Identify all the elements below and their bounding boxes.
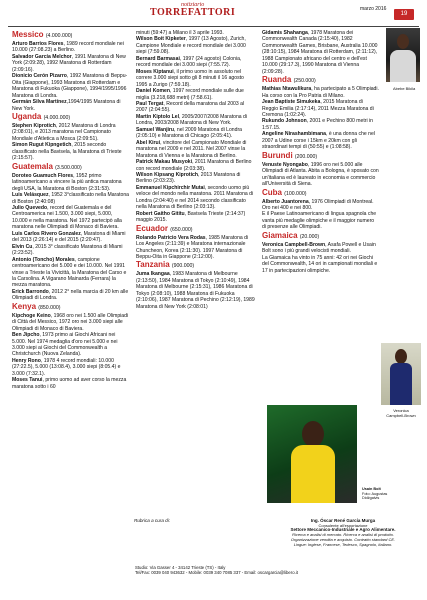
country-name: Kenya	[12, 301, 37, 311]
athlete-entry	[136, 36, 255, 55]
athlete-name: Veronica Campbell-Brown	[262, 241, 326, 248]
logo-subtitle: notiziario	[180, 2, 205, 8]
athlete-description: , 2013 Maratona di Berlino (2:03:23).	[136, 171, 241, 185]
issue-date: marzo 2016	[360, 6, 387, 12]
athlete-name: Gidamis Shahanga	[262, 30, 308, 36]
photo-abebe-bikila	[386, 28, 420, 82]
athlete-entry	[136, 88, 255, 101]
athlete-description: , secondo uomo più veloce del mondo nella maratona. 2011 Maratona di Londra (2:04:40) e nel 2014 secondo classificato nella Maratona di Berlino (2:03:13).	[136, 184, 254, 211]
page-footer	[135, 565, 298, 575]
athlete-description: , Asafa Powell e Usain Bolt sono i più grandi velocisti mondiali.	[262, 241, 376, 255]
athlete-entry	[262, 118, 379, 131]
athlete-entry	[136, 211, 255, 224]
athlete-entry	[136, 127, 255, 140]
athlete-entry	[136, 114, 255, 127]
page-header	[0, 0, 427, 22]
country-name: Tanzania	[136, 260, 170, 270]
athlete-name: Dionicio Cerón Pizarro	[12, 73, 67, 80]
athlete-name: Arturo Barrios Flores	[12, 41, 64, 47]
author-name: Ing. Óscar René García Murga	[310, 518, 376, 523]
athlete-entry	[12, 123, 129, 142]
athlete-name: Venuste Nyongabo	[262, 161, 308, 168]
athlete-name: Erick Barrondo	[12, 288, 49, 295]
athlete-name: Bernard Barmasai	[136, 55, 180, 62]
athlete-entry	[136, 271, 255, 310]
athlete-name: Alberto Juantorena	[262, 198, 309, 205]
athlete-description: , 2012 2° nella marcia di 20 km alle Olimpiadi di Londra.	[12, 288, 129, 302]
athlete-name: Kipchoge Keino	[12, 312, 51, 319]
photo-caption	[384, 408, 418, 418]
athlete-description: , 1992 Maratona di Beppu-Oita (Giappone), 1993 Maratona di Rotterdam e Maratona di Fukuoka (Giappone), 1994/1995/1996 Maratona di Londra.	[12, 73, 128, 99]
photo-figure-body	[390, 50, 416, 82]
athlete-entry	[262, 131, 379, 150]
athlete-entry	[262, 99, 379, 118]
caption-line: Usain Bolt	[362, 487, 381, 491]
country-name: Uganda	[12, 111, 42, 121]
athlete-description: , 1997 (13 Agosto), Zurich, Campione Mondiale e record mondiale dei 3.000 siepi (7:59.08).	[136, 36, 246, 56]
athlete-description: , 1997 record mondiale sulle due miglia (3.218,688 metri) (7:58.61).	[136, 88, 244, 101]
country-population: (200.000)	[294, 153, 318, 160]
athlete-name: Rukundo Johnson	[262, 118, 307, 125]
athlete-name: Elvin Cu	[12, 243, 33, 250]
athlete-entry	[12, 54, 129, 73]
country-name: Ecuador	[136, 223, 169, 233]
athlete-description: , 2015 3° classificato Maratona di Miami (2:23:52).	[12, 243, 123, 257]
photo-caption	[362, 487, 387, 501]
athlete-description: , 1976 Olimpiadi di Montreal. Oro nei 400 e nei 800.	[262, 198, 374, 211]
athlete-entry	[136, 69, 255, 88]
signature-line: Organizzazione vendita e acquisto. Contratto standard CE.	[290, 536, 396, 542]
athlete-entry	[12, 332, 129, 358]
athlete-name: Mathias Ntawulikura	[262, 86, 312, 93]
country-heading	[262, 231, 379, 242]
athlete-name: Angeline Nirashambimana	[262, 131, 326, 138]
athlete-description: , vincitore del Campionato Mondiale di maratona nel 2009 e nel 2011. Nel 2007 vinse la Maratona di Vienna e la Maratona di Berlino.	[136, 139, 247, 159]
country-name: Cuba	[262, 187, 282, 197]
athlete-description: , Maratona di Miami del 2013 (2:26:14) e del 2015 (2:20:47).	[12, 230, 126, 244]
athlete-name: Patrick Makau Musyoki	[136, 159, 193, 166]
country-name: Burundi	[262, 150, 293, 160]
athlete-entry	[262, 199, 379, 212]
athlete-description: , 1973 primo ai Giochi Africani nei 5.000. Nel 1974 medaglia d'oro nei 5.000 e nei 3.000 siepi ai Giochi del Commonwealth a Christchurch (Nuova Zelanda).	[12, 332, 118, 358]
newsletter-logo	[150, 2, 235, 18]
athlete-description: , 2015 Maratona di Reggio Emilia (2:17:14), 2011 Mezza Maratona di Cremona (1:02:24).	[262, 99, 374, 118]
paragraph-text: La Giamaica ha vinto in 75 anni: 42 ori nei Giochi del Commonwealth, 14 ori in campionati mondiali e 17 in partecipazioni olimpiche.	[262, 254, 378, 274]
athlete-entry	[136, 56, 255, 69]
country-name: Messico	[12, 30, 44, 39]
athlete-entry	[262, 242, 379, 255]
athlete-description: , primo uomo ad aver corso la mezza maratona sotto i 60	[12, 377, 127, 390]
country-population: (250.000)	[293, 78, 316, 85]
athlete-entry	[12, 358, 129, 377]
athlete-name: Juma Ikangaa	[136, 271, 170, 278]
country-population: (650.000)	[170, 226, 193, 233]
page-number: 19	[394, 9, 414, 20]
athlete-description: , 1991 Maratona di New York (2:09:28), 1992 Maratona di Rotterdam (2:09:16).	[12, 53, 126, 73]
athlete-name: Wilson Boit Kipketer	[136, 36, 186, 43]
athlete-entry	[12, 142, 129, 161]
athlete-description: , 1978 Maratona dei Commonwealth Canada (2:15:40), 1982 Commonwealth Games, Brisbane, Australia 10.000 (28:10:15), 1984 Maratona di Rotterdam, (2:11:12), 1988 Campionato africano del centro e dell'est 10.000 (29:17.3), 1990 Maratona di Vienna (2:09:28).	[262, 30, 378, 75]
athlete-name: Simon Rugut Kipngetich	[12, 142, 72, 149]
country-population: (850.000)	[38, 304, 61, 311]
athlete-entry	[136, 235, 255, 261]
country-name: Guatemala	[12, 161, 53, 171]
athlete-name: Doroteo Guamuch Flores	[12, 172, 74, 179]
photo-figure-body	[390, 363, 412, 405]
photo-veronica-campbell-brown	[381, 343, 421, 405]
author-credit: Rubrica a cura di:	[134, 518, 171, 523]
country-heading	[12, 30, 129, 41]
athlete-description: , nel 2009 Maratona di Londra (2:05:10) e Maratona di Chicago (2:05:41).	[136, 126, 242, 140]
country-population: (100.000)	[284, 190, 307, 197]
signature-line: Settore Meccanico-Industriale e Agro Alimentare.	[290, 527, 396, 533]
country-name: Giamaica	[262, 230, 298, 240]
athlete-description: , 1983 Maratona di Melbourne (2:13:50), 1984 Maratona di Tokyo (2:10:49), 1984 Maratona di Melbourne (2:15:31), 1986 Maratona di Tokyo (2:08:10), 1988 Maratona di Fukuoka (2:10:06), 1987 Maratona di Pechino (2:12:19), 1989 Maratona di New York (2:08:01)	[136, 271, 255, 310]
photo-figure-head	[397, 34, 409, 49]
footer-contacts: Tel/Fax: 0039 040 943632 - Mobile: 0039 340 7085 337 - Email: oscargarcia@libero.it	[135, 570, 298, 576]
country-population: (4.000.000)	[43, 114, 71, 121]
athlete-name: Wilson Kipsang Kiprotich	[136, 171, 198, 178]
athlete-entry	[262, 162, 379, 188]
country-heading	[12, 112, 129, 123]
athlete-entry	[136, 101, 255, 114]
country-heading	[262, 151, 379, 162]
athlete-name: Ben Jipcho	[12, 332, 40, 339]
paragraph-text: minuti (59:47) a Milano il 3 aprile 1993.	[136, 30, 224, 36]
country-name: Ruanda	[262, 75, 292, 85]
athlete-description: , il primo uomo in assoluto nel correre 3.000 siepi sotto gli 8 minuti il 16 agosto 1995 a Zurigo (7:59.18).	[136, 68, 244, 88]
athlete-entry	[12, 173, 129, 192]
athlete-description: , è una donna che nel 2007 a Udine corse i 15km e 20km con gli straordinari tempi di (50:55) e (1:08:58).	[262, 131, 375, 151]
athlete-entry	[12, 377, 129, 390]
athlete-description: , Record della maratona dal 2003 al 2007 (2:04:55).	[136, 100, 245, 114]
athlete-description: , 2005/2007/2008 Maratona di Londra, 2003/2008 Maratona di New York.	[136, 113, 247, 127]
photo-figure-head	[302, 421, 324, 447]
athlete-name: Henry Rono	[12, 357, 41, 364]
country-population: (4.000.000)	[45, 33, 73, 39]
athlete-description: , 1985 Maratona di Los Angeles (2:11:39) e Maratona internazionale Chuncheon, Korea (2:11:30). 1997 Maratona di Beppu-Oita in Giappone (2:12:00).	[136, 234, 249, 260]
athlete-entry	[12, 205, 129, 231]
country-heading	[12, 162, 129, 173]
athlete-description: , 2012 Maratona di Londra (2:08:01), e 2013 maratona nel Campionato Mondiale d'Atletica a Mosca (2:09:51).	[12, 122, 116, 142]
signature-line: Ricerca e analisi di mercato. Ricerca e analisi di prodotto.	[292, 532, 394, 538]
athlete-entry	[12, 99, 129, 112]
athlete-name: Stephen Kiprotich	[12, 122, 56, 129]
athlete-description: , 2011 Maratona di Berlino con record mondiale (2:03:38).	[136, 159, 252, 172]
header-divider	[8, 26, 419, 27]
athlete-description: , 1996 oro nei 5.000 alle Olimpiadi di Atlanta. Abita a Bologna, è sposato con un'italiana ed è laureato in economia e commercio all'Università di Siena.	[262, 161, 379, 188]
athlete-description: ,1994/1995 Maratona di New York.	[12, 99, 121, 112]
athlete-name: Samuel Wanjiru	[136, 126, 175, 133]
athlete-description: , ha partecipato a 5 Olimpiadi. Ha corso con la Pro Patria di Milano.	[262, 86, 379, 99]
athlete-description: , 1968 oro nei 1.500 alle Olimpiadi di Città del Messico, 1972 oro nei 3.000 siepi alle Olimpiadi di Monaco di Baviera.	[12, 312, 129, 332]
photo-usain-bolt	[267, 405, 357, 503]
athlete-description: , record del Guatemala e del Centroamerica nei 1.500, 3.000 siepi, 5.000, 10.000 e nella maratona. Nel 1972 partecipò alla maratona nelle Olimpiadi di Monaco di Baviera.	[12, 204, 122, 231]
country-population: (900.000)	[171, 263, 195, 270]
athlete-description: , 1989 record mondiale nei 10.000 (27:08.23) a Berlino.	[12, 41, 124, 54]
athlete-entry	[136, 172, 255, 185]
athlete-description: , 2001 e Pechino 800 metri in 1:57.15.	[262, 118, 373, 131]
athlete-description: , 1952 primo latinoamericano a vincere la più antica maratona degli USA, la Maratona di Boston (2:31:53).	[12, 172, 122, 192]
athlete-description: , Bavisela Trieste (2:14:37) maggio 2015.	[136, 210, 246, 224]
athlete-name: Luis Velásquez	[12, 192, 49, 199]
athlete-name: Julio Quevedo	[12, 204, 48, 211]
athlete-entry	[12, 313, 129, 332]
athlete-description: , 1978 4 record mondiali: 10.000 (27:22.5), 5.000 (13:08.4), 3.000 siepi (8:05.4) e 3.000 (7:32.1).	[12, 357, 121, 377]
signature-line: Lingue: Inglese, Francese, Tedesco, Spagnolo, Italiano.	[293, 541, 393, 547]
athlete-entry	[136, 140, 255, 159]
athlete-description: , 2015 secondo classificato nella Bavisela, la Maratona di Trieste (2:15:57).	[12, 142, 122, 162]
footer-address: Studio: Via Gasser 4 - 34142 Trieste (TS) - Italy	[135, 565, 226, 570]
text-column-2	[136, 30, 255, 310]
athlete-description: , campione centroamericano dei 5.000 e dei 10.000. Nel 1991 vinse a Trieste la Vivicittà, la Maratona del Carso e la Carsolina. A Vigarano Mainarda (Ferrara) la mezza maratona.	[12, 256, 127, 289]
athlete-description: , 1952 3°classificato nella Maratona di Boston (2:40:08)	[12, 192, 130, 205]
athlete-name: Moses Kiptanui	[136, 68, 174, 75]
athlete-name: Robert Gaitho Gititu	[136, 210, 185, 217]
country-heading	[262, 75, 379, 86]
athlete-entry	[12, 192, 129, 205]
photo-caption: Abebe Bikila	[393, 86, 416, 91]
athlete-entry	[12, 73, 129, 99]
text-column-1	[12, 30, 129, 390]
athlete-name: Luis Carlos Rivero Gonzalez	[12, 230, 81, 237]
athlete-name: Paul Tergat	[136, 100, 164, 107]
athlete-entry	[12, 41, 129, 54]
athlete-entry	[12, 231, 129, 244]
athlete-entry	[12, 257, 129, 289]
athlete-name: Rolando Patricio Vera Rodas	[136, 234, 206, 241]
athlete-entry	[136, 159, 255, 172]
photo-figure-body	[291, 445, 335, 503]
athlete-name: Germán Silva Martínez	[12, 99, 67, 106]
author-signature	[263, 519, 423, 547]
athlete-name: Salvador García Melchor	[12, 53, 72, 60]
athlete-name: Daniel Komen	[136, 88, 170, 95]
country-population: (20.000)	[299, 233, 320, 240]
athlete-entry	[12, 289, 129, 302]
caption-line: Campbell-Brown	[386, 413, 416, 418]
athlete-name: Jean Baptiste Simukeka	[262, 99, 321, 106]
country-heading	[136, 224, 255, 235]
athlete-name: Moses Tanui	[12, 377, 43, 384]
caption-line: Foto: Augustas	[362, 491, 388, 496]
athlete-entry	[262, 86, 379, 99]
country-population: (3.500.000)	[55, 164, 82, 171]
photo-figure-head	[395, 349, 407, 364]
athlete-name: Antonio (Toncho) Morales	[12, 256, 75, 263]
country-heading	[136, 260, 255, 271]
text-column-3	[262, 30, 379, 274]
athlete-entry	[12, 244, 129, 257]
athlete-entry	[136, 185, 255, 211]
athlete-entry	[262, 30, 379, 75]
athlete-name: Emmanuel Kipchirchir Mutai	[136, 184, 205, 191]
signature-line: Consulente all'esportazione	[318, 522, 368, 528]
caption-line: Veronica	[393, 408, 409, 413]
caption-line: Didžgalvis	[362, 496, 380, 501]
athlete-name: Abel Kirui	[136, 139, 161, 146]
country-heading	[12, 302, 129, 313]
paragraph-text: E il Paese Latinoamericano di lingua spagnola che vanta più medaglie olimpiche e il maggior numero di presenze alle Olimpiadi.	[262, 211, 377, 231]
country-heading	[262, 188, 379, 199]
logo-title: TORREFATTORI	[150, 7, 236, 18]
athlete-description: , 1997 (24 agosto) Colonia, record mondiale dei 3.000 siepi (7:55.72).	[136, 55, 242, 69]
athlete-name: Martin Kiptolo Lel	[136, 113, 180, 120]
